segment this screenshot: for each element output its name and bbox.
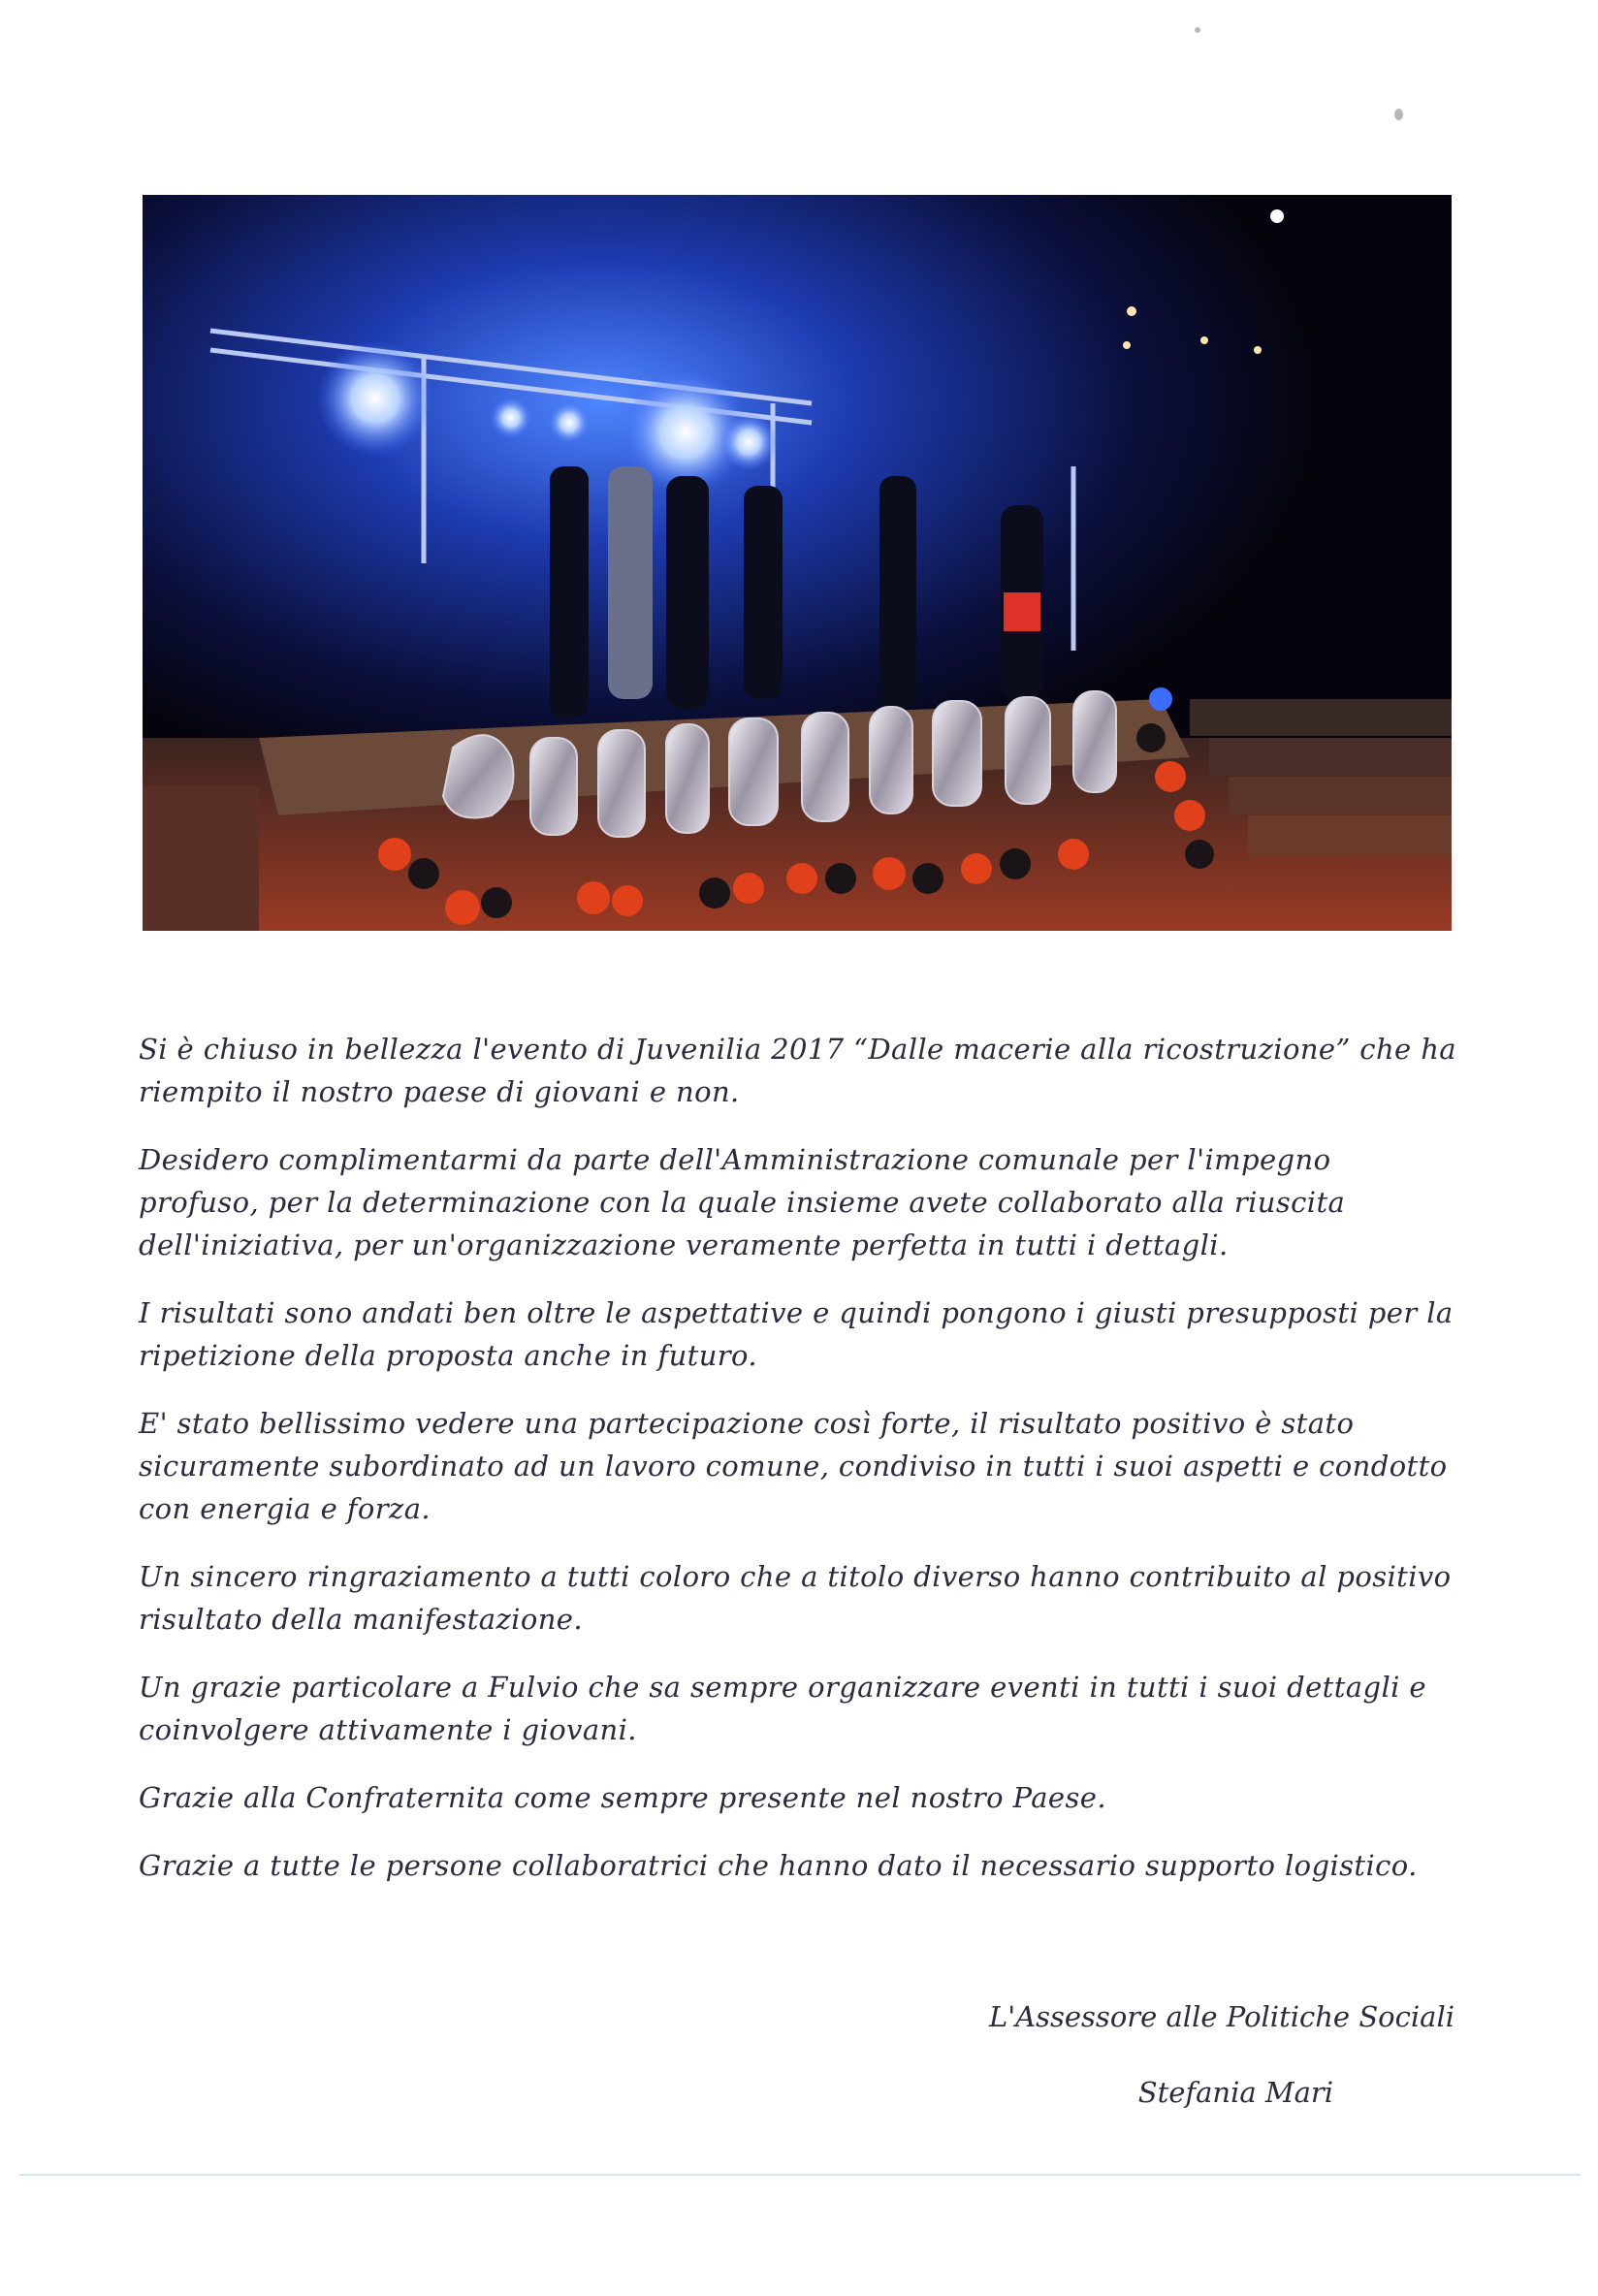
letter-body [139, 1028, 1457, 1912]
letter-paragraph: Si è chiuso in bellezza l'evento di Juvenilia 2017 “Dalle macerie alla ricostruzione” che ha riempito il nostro paese di giovani e non. [139, 1033, 1456, 1108]
signature-name: Stefania Mari [1137, 2076, 1333, 2109]
scan-speck [1394, 109, 1403, 120]
letter-paragraph: Desidero complimentarmi da parte dell'Amministrazione comunale per l'impegno profuso, per la determinazione con la quale insieme avete collaborato alla riuscita dell'iniziativa, per un'organizzazione veramente perfetta in tutti i dettagli. [139, 1143, 1346, 1261]
letter-paragraph: E' stato bellissimo vedere una partecipazione così forte, il risultato positivo è stato sicuramente subordinato ad un lavoro comune, condiviso in tutti i suoi aspetti e condotto con energia e forza. [139, 1407, 1448, 1525]
signature-block [873, 1995, 1454, 2114]
scan-speck [1195, 27, 1200, 33]
event-photo [143, 195, 1452, 931]
letter-paragraph: I risultati sono andati ben oltre le aspettative e quindi pongono i giusti presupposti per la ripetizione della proposta anche in futuro. [139, 1296, 1454, 1372]
scan-artifact-line [19, 2174, 1581, 2176]
letter-paragraph: Un sincero ringraziamento a tutti coloro che a titolo diverso hanno contribuito al positivo risultato della manifestazione. [139, 1560, 1452, 1636]
signature-role: L'Assessore alle Politiche Sociali [988, 2000, 1454, 2033]
stage-concert-photo [143, 195, 1452, 931]
letter-paragraph: Grazie alla Confraternita come sempre presente nel nostro Paese. [139, 1781, 1106, 1814]
letter-paragraph: Un grazie particolare a Fulvio che sa sempre organizzare eventi in tutti i suoi dettagli e coinvolgere attivamente i giovani. [139, 1671, 1426, 1746]
letter-paragraph: Grazie a tutte le persone collaboratrici che hanno dato il necessario supporto logistico. [139, 1849, 1418, 1882]
